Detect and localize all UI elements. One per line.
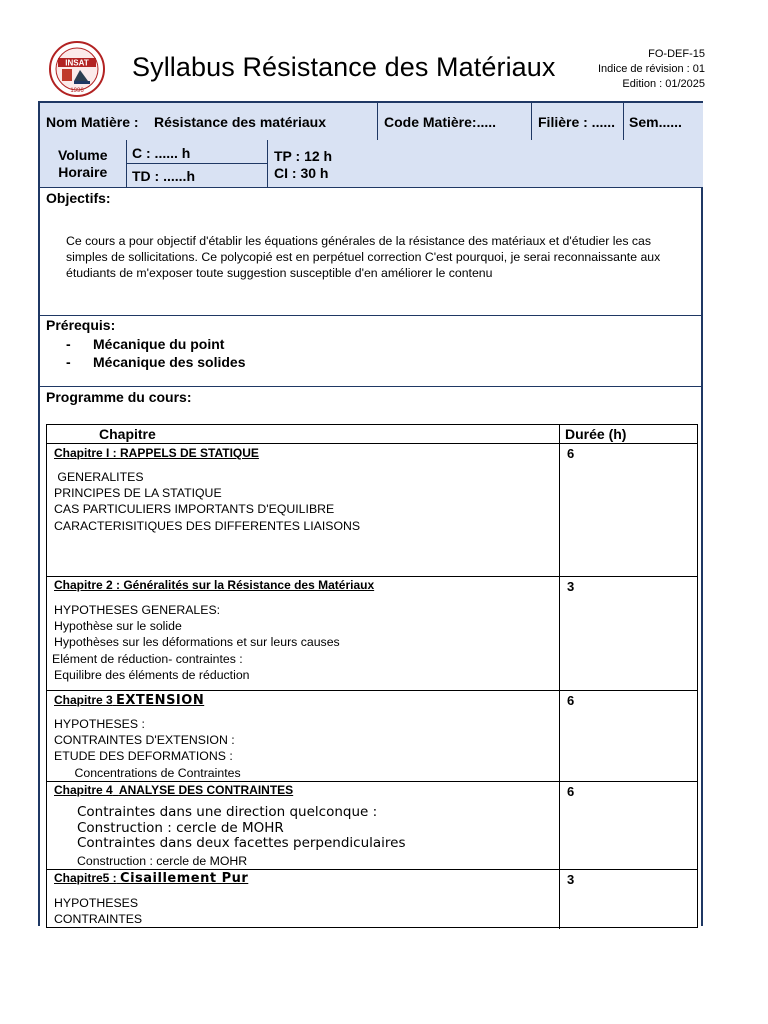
chapter-title: Chapitre 2 : Généralités sur la Résistance des Matériaux xyxy=(54,578,375,592)
meta-form-code: FO-DEF-15 xyxy=(648,48,705,60)
chapter-content-note: Construction : cercle de MOHR xyxy=(77,854,248,868)
document-meta xyxy=(598,47,705,92)
filiere-label: Filière : ...... xyxy=(538,114,616,130)
chapter-content: HYPOTHESES CONTRAINTES xyxy=(54,896,143,927)
insat-logo-icon xyxy=(44,40,110,98)
column-header-chapitre: Chapitre xyxy=(99,426,156,442)
chapter-title: Chapitre5 : Cisaillement Pur xyxy=(54,871,249,886)
chapter-title: Chapitre I : RAPPELS DE STATIQUE xyxy=(54,446,259,460)
semestre-label: Sem...... xyxy=(629,114,682,130)
chapter-duration: 3 xyxy=(567,872,575,887)
svg-text:INSAT: INSAT xyxy=(65,58,89,68)
page-title: Syllabus Résistance des Matériaux xyxy=(132,52,556,82)
programme-title: Programme du cours: xyxy=(46,389,192,405)
chapter-content: HYPOTHESES : CONTRAINTES D'EXTENSION : ETUDE DES DEFORMATIONS : Concentrations de Contraintes xyxy=(54,717,241,780)
cours-hours: C : ...... h xyxy=(132,145,191,161)
nom-matiere-label: Nom Matière : xyxy=(46,114,139,130)
list-item: - Mécanique des solides xyxy=(66,354,246,370)
list-item: - Mécanique du point xyxy=(66,336,225,352)
chapter-title: Chapitre 4 ANALYSE DES CONTRAINTES xyxy=(54,783,294,797)
objectifs-title: Objectifs: xyxy=(46,190,111,206)
tp-hours: TP : 12 h xyxy=(274,148,333,164)
prerequis-list xyxy=(66,335,246,371)
td-hours: TD : ......h xyxy=(132,168,195,184)
chapter-duration: 6 xyxy=(567,446,575,461)
code-matiere-label: Code Matière:..... xyxy=(384,114,497,130)
chapter-title: Chapitre 3 EXTENSION xyxy=(54,693,205,708)
syllabus-form xyxy=(38,101,703,926)
prerequis-title: Prérequis: xyxy=(46,317,116,333)
meta-revision: Indice de révision : 01 xyxy=(597,63,705,75)
chapter-content: Contraintes dans une direction quelconque : Construction : cercle de MOHR Contraintes dans deux facettes perpendiculaires xyxy=(77,804,406,851)
nom-matiere-value: Résistance des matériaux xyxy=(154,114,326,130)
page-header xyxy=(0,0,768,100)
svg-text:1996: 1996 xyxy=(70,88,84,94)
ci-hours: CI : 30 h xyxy=(274,165,329,181)
chapter-content: GENERALITES PRINCIPES DE LA STATIQUE CAS PARTICULIERS IMPORTANTS D'EQUILIBRE CARACTERISITIQUES DES DIFFERENTES LIAISONS xyxy=(54,470,361,533)
chapter-duration: 3 xyxy=(567,579,575,594)
programme-table xyxy=(46,424,698,928)
volume-horaire-label: Volume Horaire xyxy=(58,147,108,180)
chapter-content: HYPOTHESES GENERALES: Hypothèse sur le solide Hypothèses sur les déformations et sur leurs causes Elément de réduction- contraintes : Equilibre des éléments de réduction xyxy=(52,603,340,682)
volume-horaire-row xyxy=(40,140,703,188)
objectifs-text: Ce cours a pour objectif d'établir les équations générales de la résistance des matériaux et d'étudier les cas simples de sollicitations. Ce polycopié est en perpétuel correction C'est pourquoi, je serai reconnaissante aux étudiants de m'exposer toute suggestion susceptible d'en améliorer le contenu xyxy=(66,234,661,280)
column-header-duree: Durée (h) xyxy=(565,426,627,442)
meta-edition: Edition : 01/2025 xyxy=(622,78,705,90)
course-info-row xyxy=(40,103,703,141)
chapter-duration: 6 xyxy=(567,784,575,799)
chapter-duration: 6 xyxy=(567,693,575,708)
